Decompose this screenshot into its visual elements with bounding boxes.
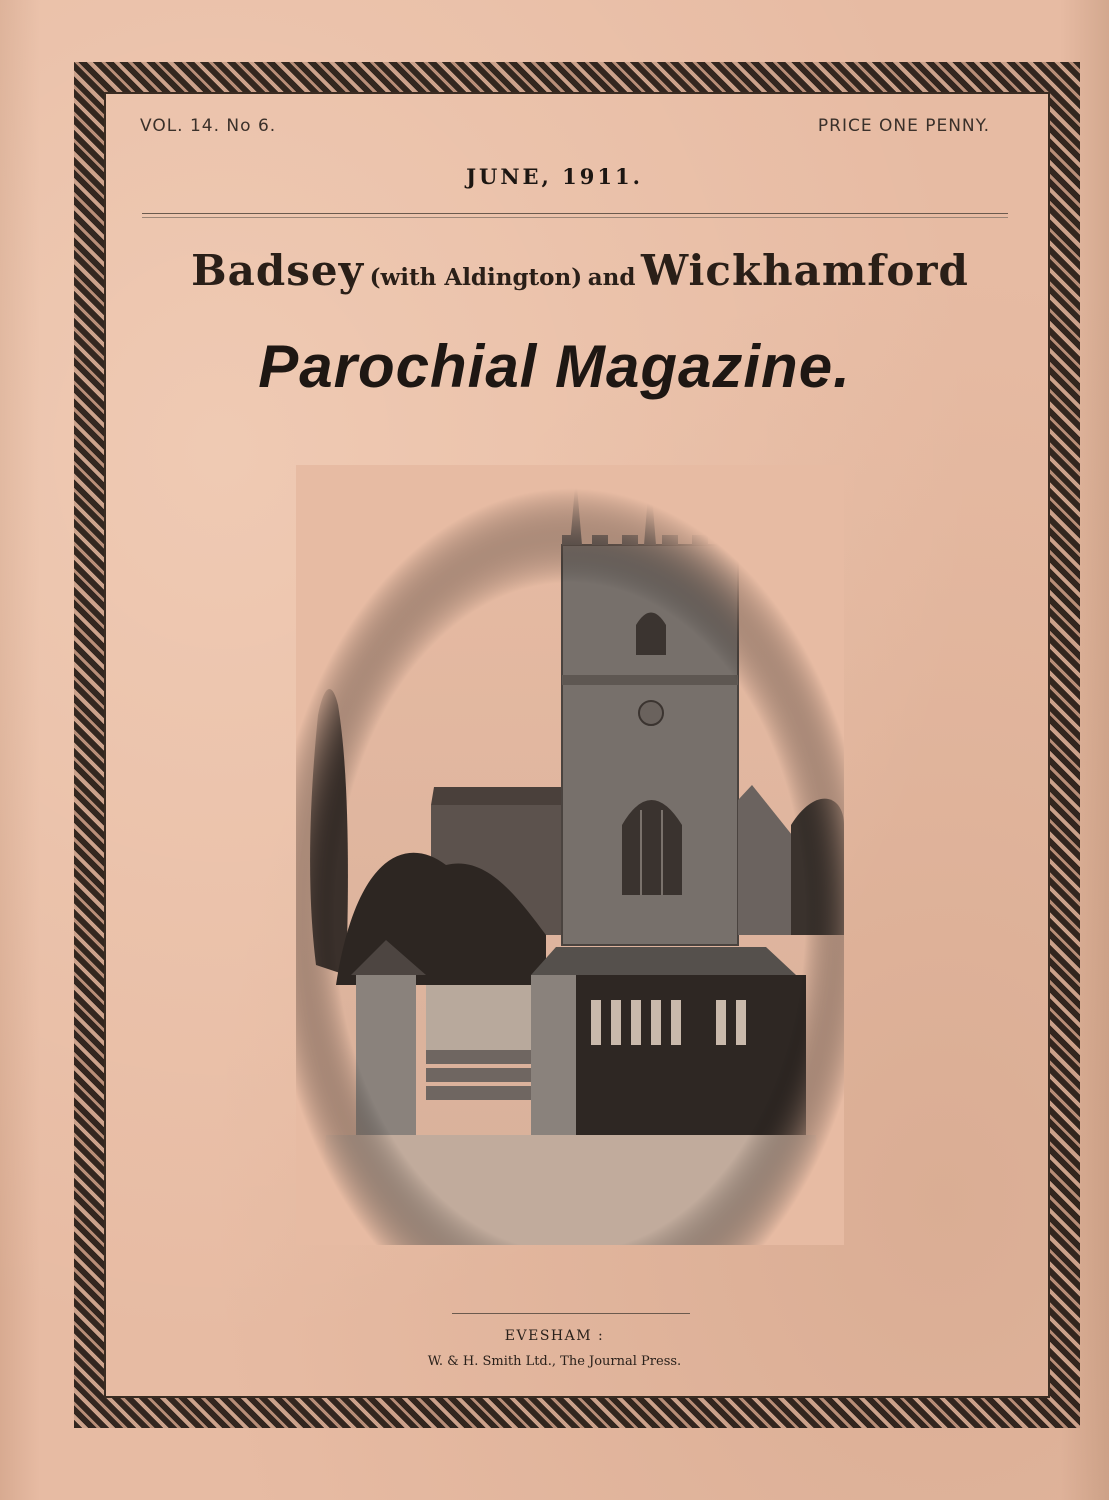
header-rule-secondary — [142, 217, 1008, 218]
price-label: PRICE ONE PENNY. — [817, 116, 990, 136]
church-tower-photograph — [296, 465, 844, 1245]
header-rule — [142, 213, 1008, 214]
publisher-name: W. & H. Smith Ltd., The Journal Press. — [427, 1354, 682, 1369]
volume-number: VOL. 14. No 6. — [140, 116, 277, 136]
title-and: and — [587, 264, 636, 291]
publisher-rule — [452, 1313, 690, 1314]
cover-header — [140, 116, 990, 136]
publisher-city: EVESHAM : — [504, 1328, 605, 1344]
magazine-title — [140, 246, 1020, 295]
issue-date: JUNE, 1911. — [466, 164, 643, 189]
magazine-subtitle: Parochial Magazine. — [258, 333, 851, 400]
title-wickhamford: Wickhamford — [641, 246, 969, 295]
title-aldington: (with Aldington) — [369, 264, 583, 291]
title-badsey: Badsey — [191, 246, 364, 295]
